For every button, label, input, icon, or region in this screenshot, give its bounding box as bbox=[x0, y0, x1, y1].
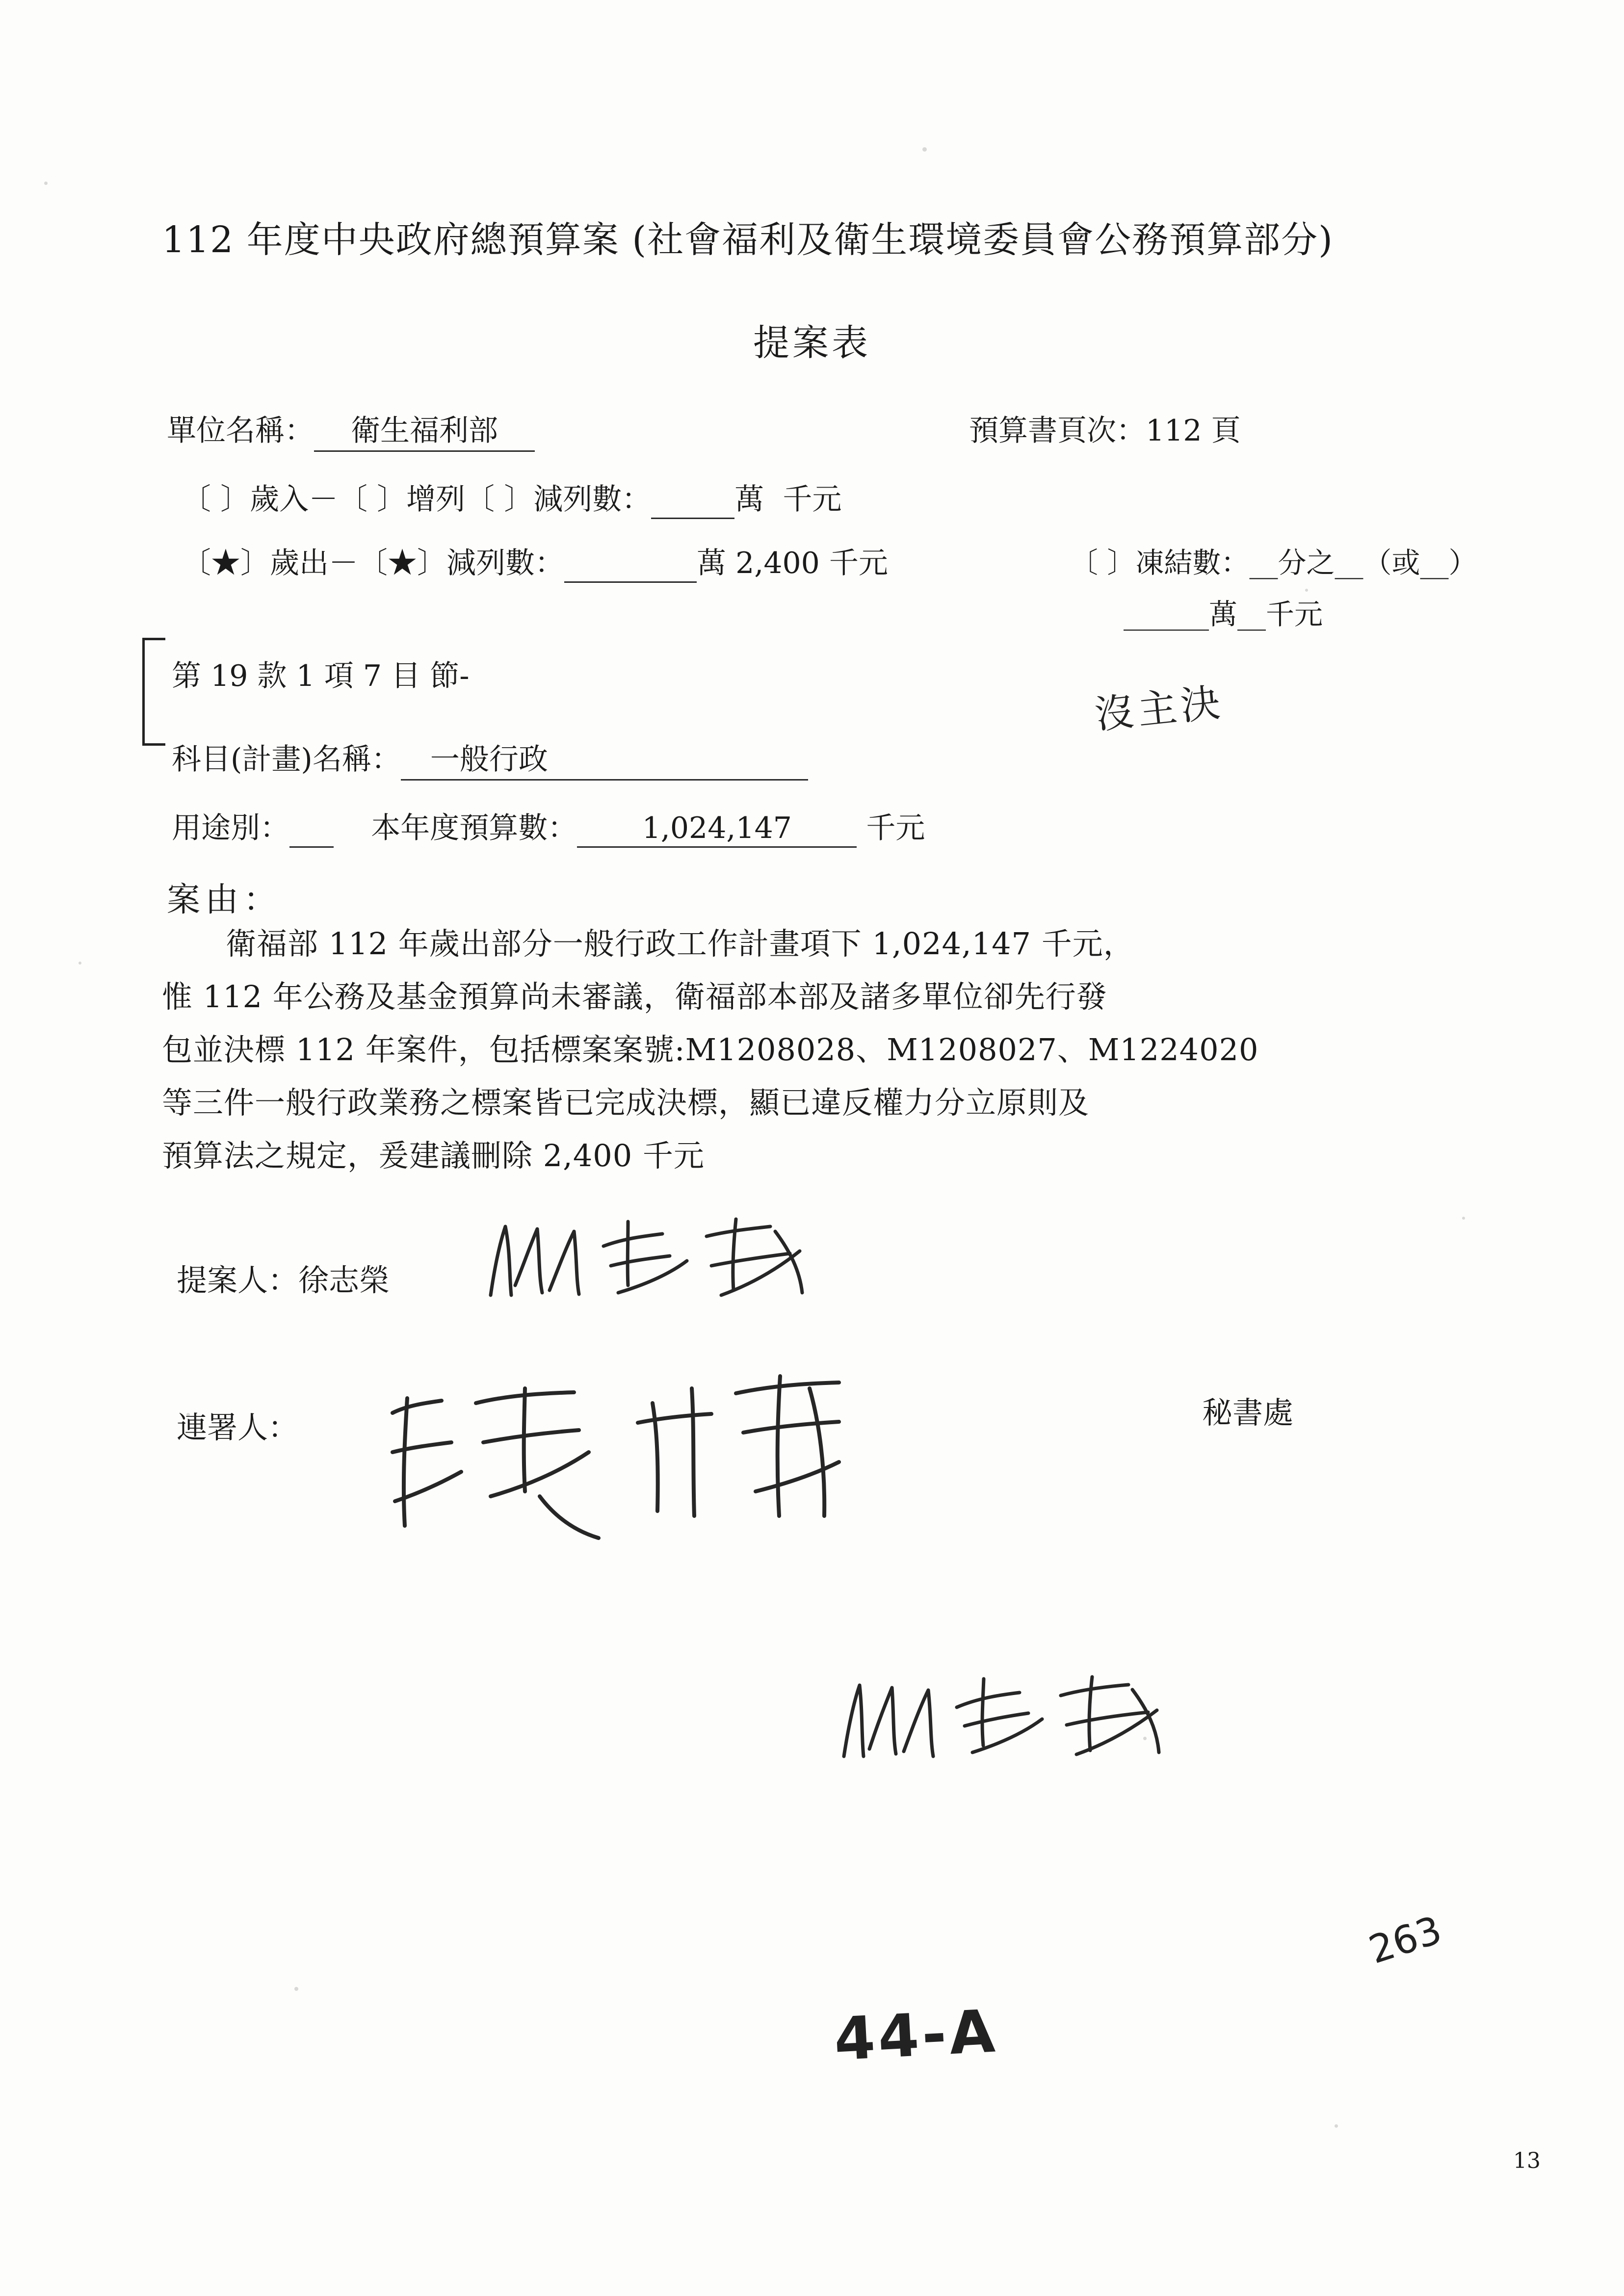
freeze-value: __分之__（或__） bbox=[1249, 546, 1477, 579]
cosigner-label: 連署人： bbox=[177, 1409, 299, 1445]
reason-line: 包並決標 112 年案件，包括標案案號:M1208028、M1208027、M1224020 bbox=[162, 1032, 1259, 1068]
subject-value: 一般行政 bbox=[401, 736, 808, 781]
secretariat-stamp bbox=[1202, 1388, 1293, 1432]
reason-line: 預算法之規定，爰建議刪除 2,400 千元 bbox=[162, 1138, 705, 1174]
unit-name-row bbox=[167, 407, 535, 452]
revenue-label: 〔 〕歲入－〔 〕增列〔 〕減列數： bbox=[182, 482, 652, 517]
cosigner-row bbox=[177, 1403, 298, 1447]
form-number-annotation: 44-A bbox=[832, 1997, 1000, 2074]
year-budget-unit: 千元 bbox=[866, 811, 925, 845]
expenditure-blank bbox=[564, 546, 697, 583]
cosigner-signature-2 bbox=[633, 1369, 878, 1536]
budget-page-row bbox=[969, 407, 1241, 449]
proposer-signature bbox=[481, 1212, 834, 1310]
budget-page-value: 112 頁 bbox=[1146, 414, 1241, 448]
document-title: 112 年度中央政府總預算案 (社會福利及衛生環境委員會公務預算部分) bbox=[162, 219, 1334, 261]
expenditure-row bbox=[182, 540, 888, 583]
secretariat-stamp-text: 秘書處 bbox=[1202, 1395, 1294, 1431]
expenditure-value: 萬 2,400 千元 bbox=[697, 546, 888, 580]
item-group-bracket bbox=[142, 638, 165, 746]
freeze-row-2 bbox=[1124, 591, 1323, 632]
year-budget-label: 本年度預算數： bbox=[371, 811, 577, 845]
secondary-signature bbox=[834, 1668, 1178, 1781]
proposer-row bbox=[177, 1256, 390, 1300]
reason-label-text: 案由： bbox=[167, 881, 282, 919]
unit-name-label: 單位名稱： bbox=[167, 414, 314, 448]
unit-name-value: 衛生福利部 bbox=[314, 407, 535, 452]
item-line-text: 第 19 款 1 項 7 目 節- bbox=[172, 659, 470, 693]
expenditure-label: 〔★〕歲出－〔★〕減列數： bbox=[182, 546, 564, 580]
reason-line: 惟 112 年公務及基金預算尚未審議，衛福部本部及諸多單位卻先行發 bbox=[162, 979, 1107, 1015]
year-budget-value: 1,024,147 bbox=[577, 811, 857, 848]
revenue-row bbox=[182, 476, 841, 519]
freeze-row bbox=[1070, 540, 1477, 581]
reason-label bbox=[167, 873, 282, 921]
budget-page-label: 預算書頁次： bbox=[969, 414, 1146, 448]
document-subtitle: 提案表 bbox=[753, 322, 871, 364]
usage-label: 用途別： bbox=[172, 811, 289, 845]
reason-line: 等三件一般行政業務之標案皆已完成決標，顯已違反權力分立原則及 bbox=[162, 1085, 1090, 1121]
revenue-qian-unit: 千元 bbox=[783, 482, 842, 517]
handwritten-note: 沒主決 bbox=[1092, 679, 1226, 738]
item-line-row bbox=[172, 652, 469, 695]
revenue-wan-input bbox=[651, 482, 734, 519]
proposer-label: 提案人： bbox=[177, 1262, 299, 1298]
cosigner-signature-1 bbox=[378, 1383, 623, 1545]
margin-number-annotation: 263 bbox=[1363, 1908, 1447, 1973]
proposer-name: 徐志榮 bbox=[298, 1262, 390, 1298]
page-number: 13 bbox=[1513, 2148, 1541, 2173]
reason-body bbox=[162, 917, 1477, 1182]
freeze-value-2: ______萬__千元 bbox=[1124, 598, 1323, 631]
usage-value bbox=[289, 811, 334, 848]
revenue-wan-unit: 萬 bbox=[734, 482, 764, 517]
usage-row bbox=[172, 805, 925, 848]
subject-label: 科目(計畫)名稱： bbox=[172, 742, 401, 777]
freeze-label: 〔 〕凍結數： bbox=[1070, 546, 1250, 579]
subject-row bbox=[172, 736, 808, 781]
reason-line: 衛福部 112 年歲出部分一般行政工作計畫項下 1,024,147 千元， bbox=[226, 926, 1134, 962]
